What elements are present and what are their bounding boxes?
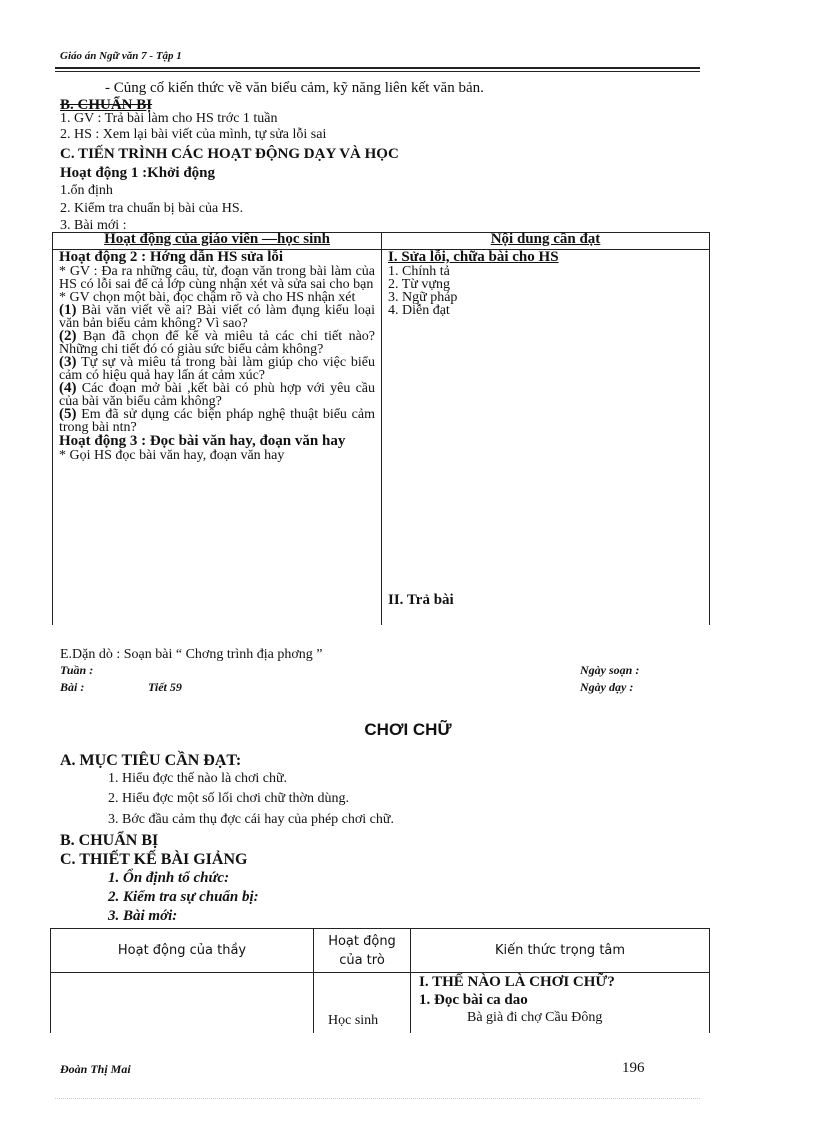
table1-left-cell bbox=[53, 250, 382, 626]
footer-page-number: 196 bbox=[622, 1060, 645, 1076]
section-b1-heading: B. CHUẨN BỊ bbox=[60, 97, 153, 113]
question-item bbox=[59, 382, 375, 408]
page-header-title: Giáo án Ngữ văn 7 - Tập 1 bbox=[60, 50, 182, 62]
section-c1-step: 1.ổn định bbox=[60, 183, 113, 198]
student-label: Học sinh bbox=[328, 1013, 379, 1028]
teacher-instruction: * Gọi HS đọc bài văn hay, đoạn văn hay bbox=[59, 448, 285, 463]
question-item bbox=[59, 304, 375, 330]
meta-week: Tuần : bbox=[60, 663, 94, 677]
homework-line: E.Dặn dò : Soạn bài “ Chơng trình địa phơng ” bbox=[60, 647, 323, 662]
question-item bbox=[59, 330, 375, 356]
content-heading-1: I. Sửa lỗi, chữa bài cho HS bbox=[388, 249, 559, 265]
table1-right-cell bbox=[382, 250, 710, 626]
content-heading-2: II. Trả bài bbox=[388, 592, 454, 608]
table2-row-knowledge-cell bbox=[411, 973, 710, 1033]
content-item: 2. Từ vựng bbox=[388, 277, 450, 292]
section-c1-step: 3. Bài mới : bbox=[60, 218, 127, 233]
header-rule-thin bbox=[55, 71, 700, 72]
section-c1-step: 2. Kiểm tra chuẩn bị bài của HS. bbox=[60, 201, 244, 216]
content-item: 3. Ngữ pháp bbox=[388, 290, 458, 305]
table1-col-content: Nội dung cần đạt bbox=[382, 233, 710, 250]
lesson-plan-table bbox=[50, 928, 710, 1033]
question-item bbox=[59, 356, 375, 382]
section-c2-heading: C. THIẾT KẾ BÀI GIẢNG bbox=[60, 851, 248, 868]
lesson-title: CHƠI CHỮ bbox=[364, 720, 452, 739]
question-num: (4) bbox=[59, 380, 77, 396]
section-b2-heading: B. CHUẨN BỊ bbox=[60, 832, 159, 849]
objective-item: 3. Bớc đầu cảm thụ đợc cái hay của phép chơi chữ. bbox=[108, 812, 394, 827]
lesson-activity-table bbox=[52, 232, 710, 625]
plan-step: 2. Kiểm tra sự chuẩn bị: bbox=[108, 889, 259, 905]
question-text: Em đã sử dụng các biện pháp nghệ thuật biểu cảm trong bài ntn? bbox=[59, 407, 375, 435]
meta-period: Tiết 59 bbox=[148, 680, 182, 694]
activity2-heading: Hoạt động 2 : Hớng dẫn HS sửa lỗi bbox=[59, 249, 284, 265]
question-num: (2) bbox=[59, 328, 77, 344]
footer-author: Đoàn Thị Mai bbox=[60, 1062, 131, 1076]
meta-date-teach: Ngày dạy : bbox=[580, 680, 634, 694]
question-text: Tự sự và miêu tả trong bài làm giúp cho việc biểu cảm có hiệu quả hay lấn át cảm xúc? bbox=[59, 355, 375, 383]
plan-step: 1. Ổn định tổ chức: bbox=[108, 870, 230, 886]
question-text: Bài văn viết về ai? Bài viết có làm đụng kiểu loại văn bản biểu cảm không? Vì sao? bbox=[59, 303, 375, 331]
table2-col-teacher: Hoạt động của thầy bbox=[51, 929, 314, 973]
table2-col-knowledge: Kiến thức trọng tâm bbox=[411, 929, 710, 973]
meta-lesson: Bài : bbox=[60, 680, 85, 694]
question-text: Bạn đã chọn để kể và miêu tả các chi tiết nào? Những chi tiết đó có giàu sức biểu cảm không? bbox=[59, 329, 375, 357]
table2-col-student-line2: của trò bbox=[339, 952, 385, 968]
content-item: 4. Diễn đạt bbox=[388, 303, 450, 318]
section-b1-item: 1. GV : Trả bài làm cho HS trớc 1 tuần bbox=[60, 111, 278, 126]
section-c1-heading: C. TIẾN TRÌNH CÁC HOẠT ĐỘNG DẠY VÀ HỌC bbox=[60, 146, 399, 162]
header-rule-thick bbox=[55, 67, 700, 69]
content-item: 1. Chính tả bbox=[388, 264, 450, 279]
activity1-heading: Hoạt động 1 :Khởi động bbox=[60, 165, 216, 181]
section-a-heading: A. MỤC TIÊU CẦN ĐẠT: bbox=[60, 752, 242, 769]
question-text: Các đoạn mở bài ,kết bài có phù hợp với yêu cầu của bài văn biểu cảm không? bbox=[59, 381, 375, 409]
teacher-instruction: * GV : Đa ra những câu, từ, đoạn văn trong bài làm của HS có lỗi sai để cả lớp cùng nhận xét và sửa sai cho bạn bbox=[59, 264, 375, 292]
table2-col-student bbox=[314, 929, 411, 973]
question-item bbox=[59, 408, 375, 434]
question-num: (3) bbox=[59, 354, 77, 370]
table2-row-student-cell bbox=[314, 973, 411, 1033]
teacher-instruction: * GV chọn một bài, đọc chậm rõ và cho HS nhận xét bbox=[59, 290, 356, 305]
objective-item: 1. Hiểu đợc thế nào là chơi chữ. bbox=[108, 771, 288, 786]
table2-col-student-line1: Hoạt động bbox=[328, 933, 396, 949]
knowledge-subheading: 1. Đọc bài ca dao bbox=[419, 992, 528, 1008]
question-num: (5) bbox=[59, 406, 77, 422]
table1-col-teacher: Hoạt động của giáo viên —học sinh bbox=[53, 233, 382, 250]
table2-row-teacher-cell bbox=[51, 973, 314, 1033]
intro-line: - Củng cố kiến thức về văn biểu cảm, kỹ năng liên kết văn bản. bbox=[105, 80, 484, 96]
meta-date-prepare: Ngày soạn : bbox=[580, 663, 640, 677]
question-num: (1) bbox=[59, 302, 77, 318]
section-b1-item: 2. HS : Xem lại bài viết của mình, tự sửa lỗi sai bbox=[60, 127, 327, 142]
knowledge-text: Bà già đi chợ Cầu Đông bbox=[467, 1010, 603, 1025]
activity3-heading: Hoạt động 3 : Đọc bài văn hay, đoạn văn hay bbox=[59, 433, 346, 449]
knowledge-heading: I. THẾ NÀO LÀ CHƠI CHỮ? bbox=[419, 974, 615, 990]
footer-divider bbox=[55, 1098, 700, 1099]
objective-item: 2. Hiểu đợc một số lối chơi chữ thờn dùng. bbox=[108, 791, 349, 806]
plan-step: 3. Bài mới: bbox=[108, 908, 178, 924]
